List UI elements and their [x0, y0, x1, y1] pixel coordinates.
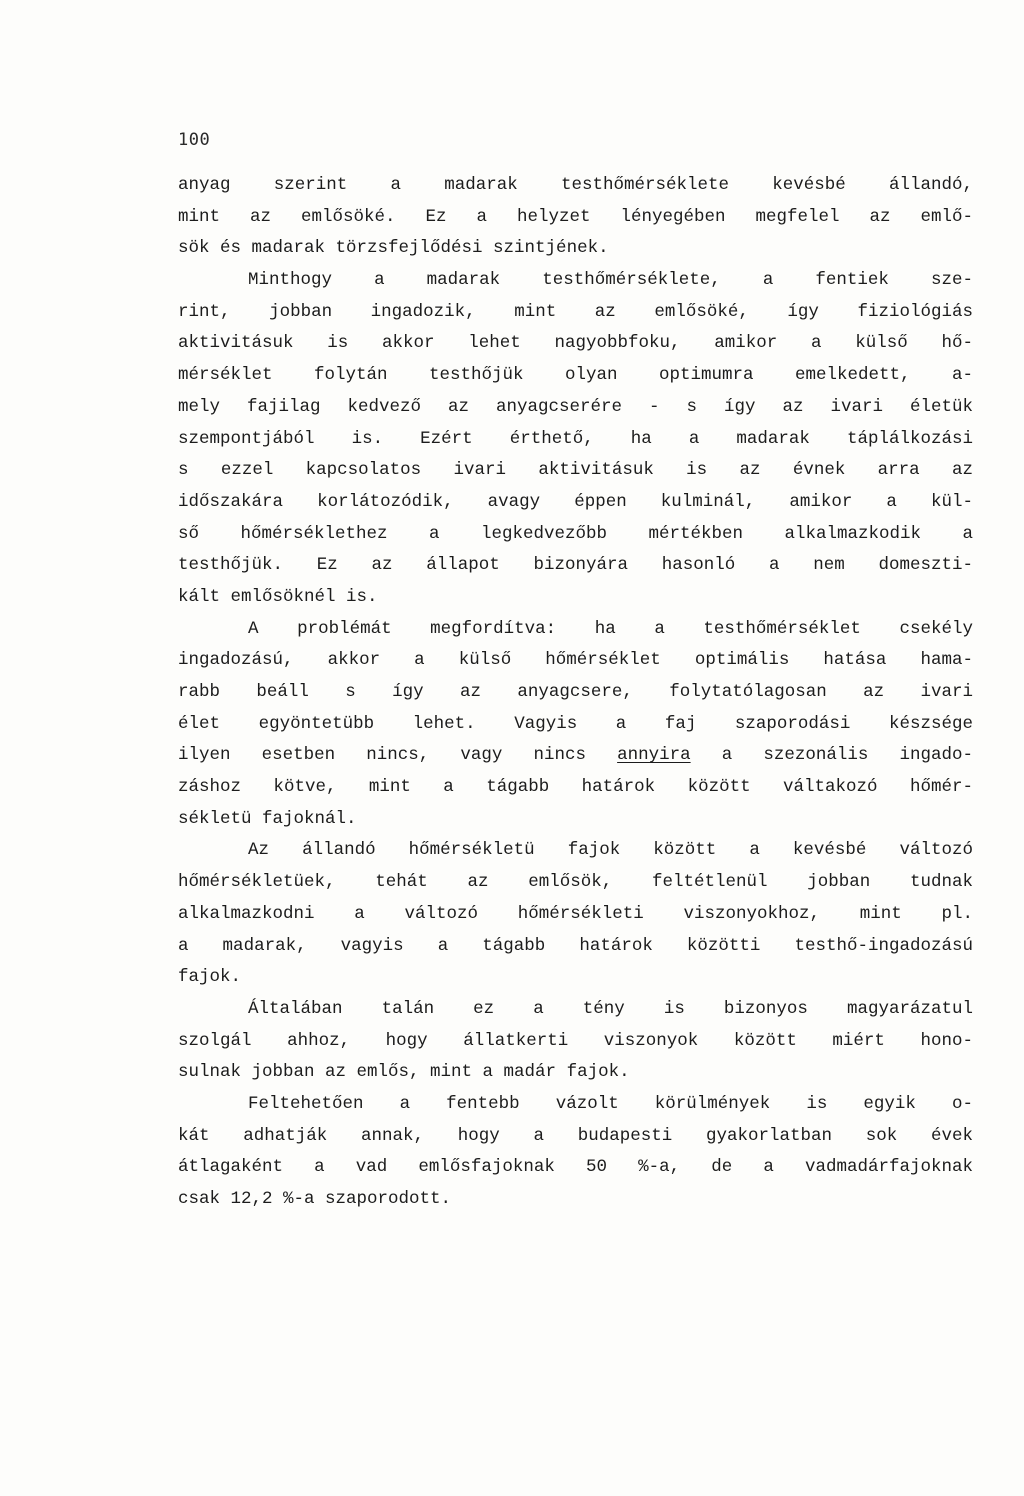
text-line: élet egyöntetübb lehet. Vagyis a faj szaporodási készsége	[178, 713, 973, 734]
text-line: rabb beáll s így az anyagcsere, folytatólagosan az ivari	[178, 682, 973, 702]
text-line: fajok.	[178, 967, 242, 988]
text-line: ső hőmérséklethez a legkedvezőbb mértékben alkalmazkodik a	[178, 523, 973, 544]
text-line: ilyen esetben nincs, vagy nincs annyira a szezonális ingado-	[178, 745, 973, 766]
text-line: Az állandó hőmérsékletü fajok között a kevésbé változó	[248, 840, 973, 861]
text-line: szolgál ahhoz, hogy állatkerti viszonyok között miért hono-	[178, 1030, 973, 1051]
text-line: kált emlősöknél is.	[178, 586, 378, 607]
text-line: mérséklet folytán testhőjük olyan optimumra emelkedett, a-	[178, 365, 973, 386]
page-number: 100	[178, 130, 211, 150]
text-line: szempontjából is. Ezért érthető, ha a madarak táplálkozási	[178, 428, 973, 449]
text-line: kát adhatják annak, hogy a budapesti gyakorlatban sok évek	[178, 1125, 973, 1146]
text-line: testhőjük. Ez az állapot bizonyára hasonló a nem domeszti-	[178, 555, 973, 576]
text-line: ingadozású, akkor a külső hőmérséklet optimális hatása hama-	[178, 650, 973, 671]
text-line: sulnak jobban az emlős, mint a madár fajok.	[178, 1062, 630, 1083]
text-line: alkalmazkodni a változó hőmérsékleti viszonyokhoz, mint pl.	[178, 903, 973, 924]
text-line: anyag szerint a madarak testhőmérséklete kevésbé állandó,	[178, 175, 973, 195]
text-line: átlagaként a vad emlősfajoknak 50 %-a, de a vadmadárfajoknak	[178, 1157, 973, 1178]
text-line: aktivitásuk is akkor lehet nagyobbfoku, amikor a külső hő-	[178, 333, 973, 354]
text-line: A problémát megfordítva: ha a testhőmérséklet csekély	[248, 618, 973, 639]
text-line: Minthogy a madarak testhőmérséklete, a fentiek sze-	[248, 270, 973, 291]
text-line: Általában talán ez a tény is bizonyos magyarázatul	[248, 998, 973, 1019]
text-line: Feltehetően a fentebb vázolt körülmények is egyik o-	[248, 1093, 973, 1114]
body-text	[178, 170, 973, 1216]
text-line: sékletü fajoknál.	[178, 808, 357, 829]
text-line: a madarak, vagyis a tágabb határok közötti testhő-ingadozású	[178, 935, 973, 956]
text-line: záshoz kötve, mint a tágabb határok között váltakozó hőmér-	[178, 777, 973, 798]
text-line: időszakára korlátozódik, avagy éppen kulminál, amikor a kül-	[178, 491, 973, 512]
underlined-word: annyira	[617, 745, 691, 766]
text-line: rint, jobban ingadozik, mint az emlősöké, így fiziológiás	[178, 301, 973, 322]
text-line: csak 12,2 %-a szaporodott.	[178, 1189, 452, 1209]
text-line: mely fajilag kedvező az anyagcserére - s így az ivari életük	[178, 396, 973, 417]
text-line: sök és madarak törzsfejlődési szintjének.	[178, 238, 609, 259]
text-line: hőmérsékletüek, tehát az emlősök, feltétlenül jobban tudnak	[178, 872, 973, 893]
text-line: mint az emlősöké. Ez a helyzet lényegében megfelel az emlő-	[178, 206, 973, 227]
text-line: s ezzel kapcsolatos ivari aktivitásuk is az évnek arra az	[178, 460, 973, 481]
